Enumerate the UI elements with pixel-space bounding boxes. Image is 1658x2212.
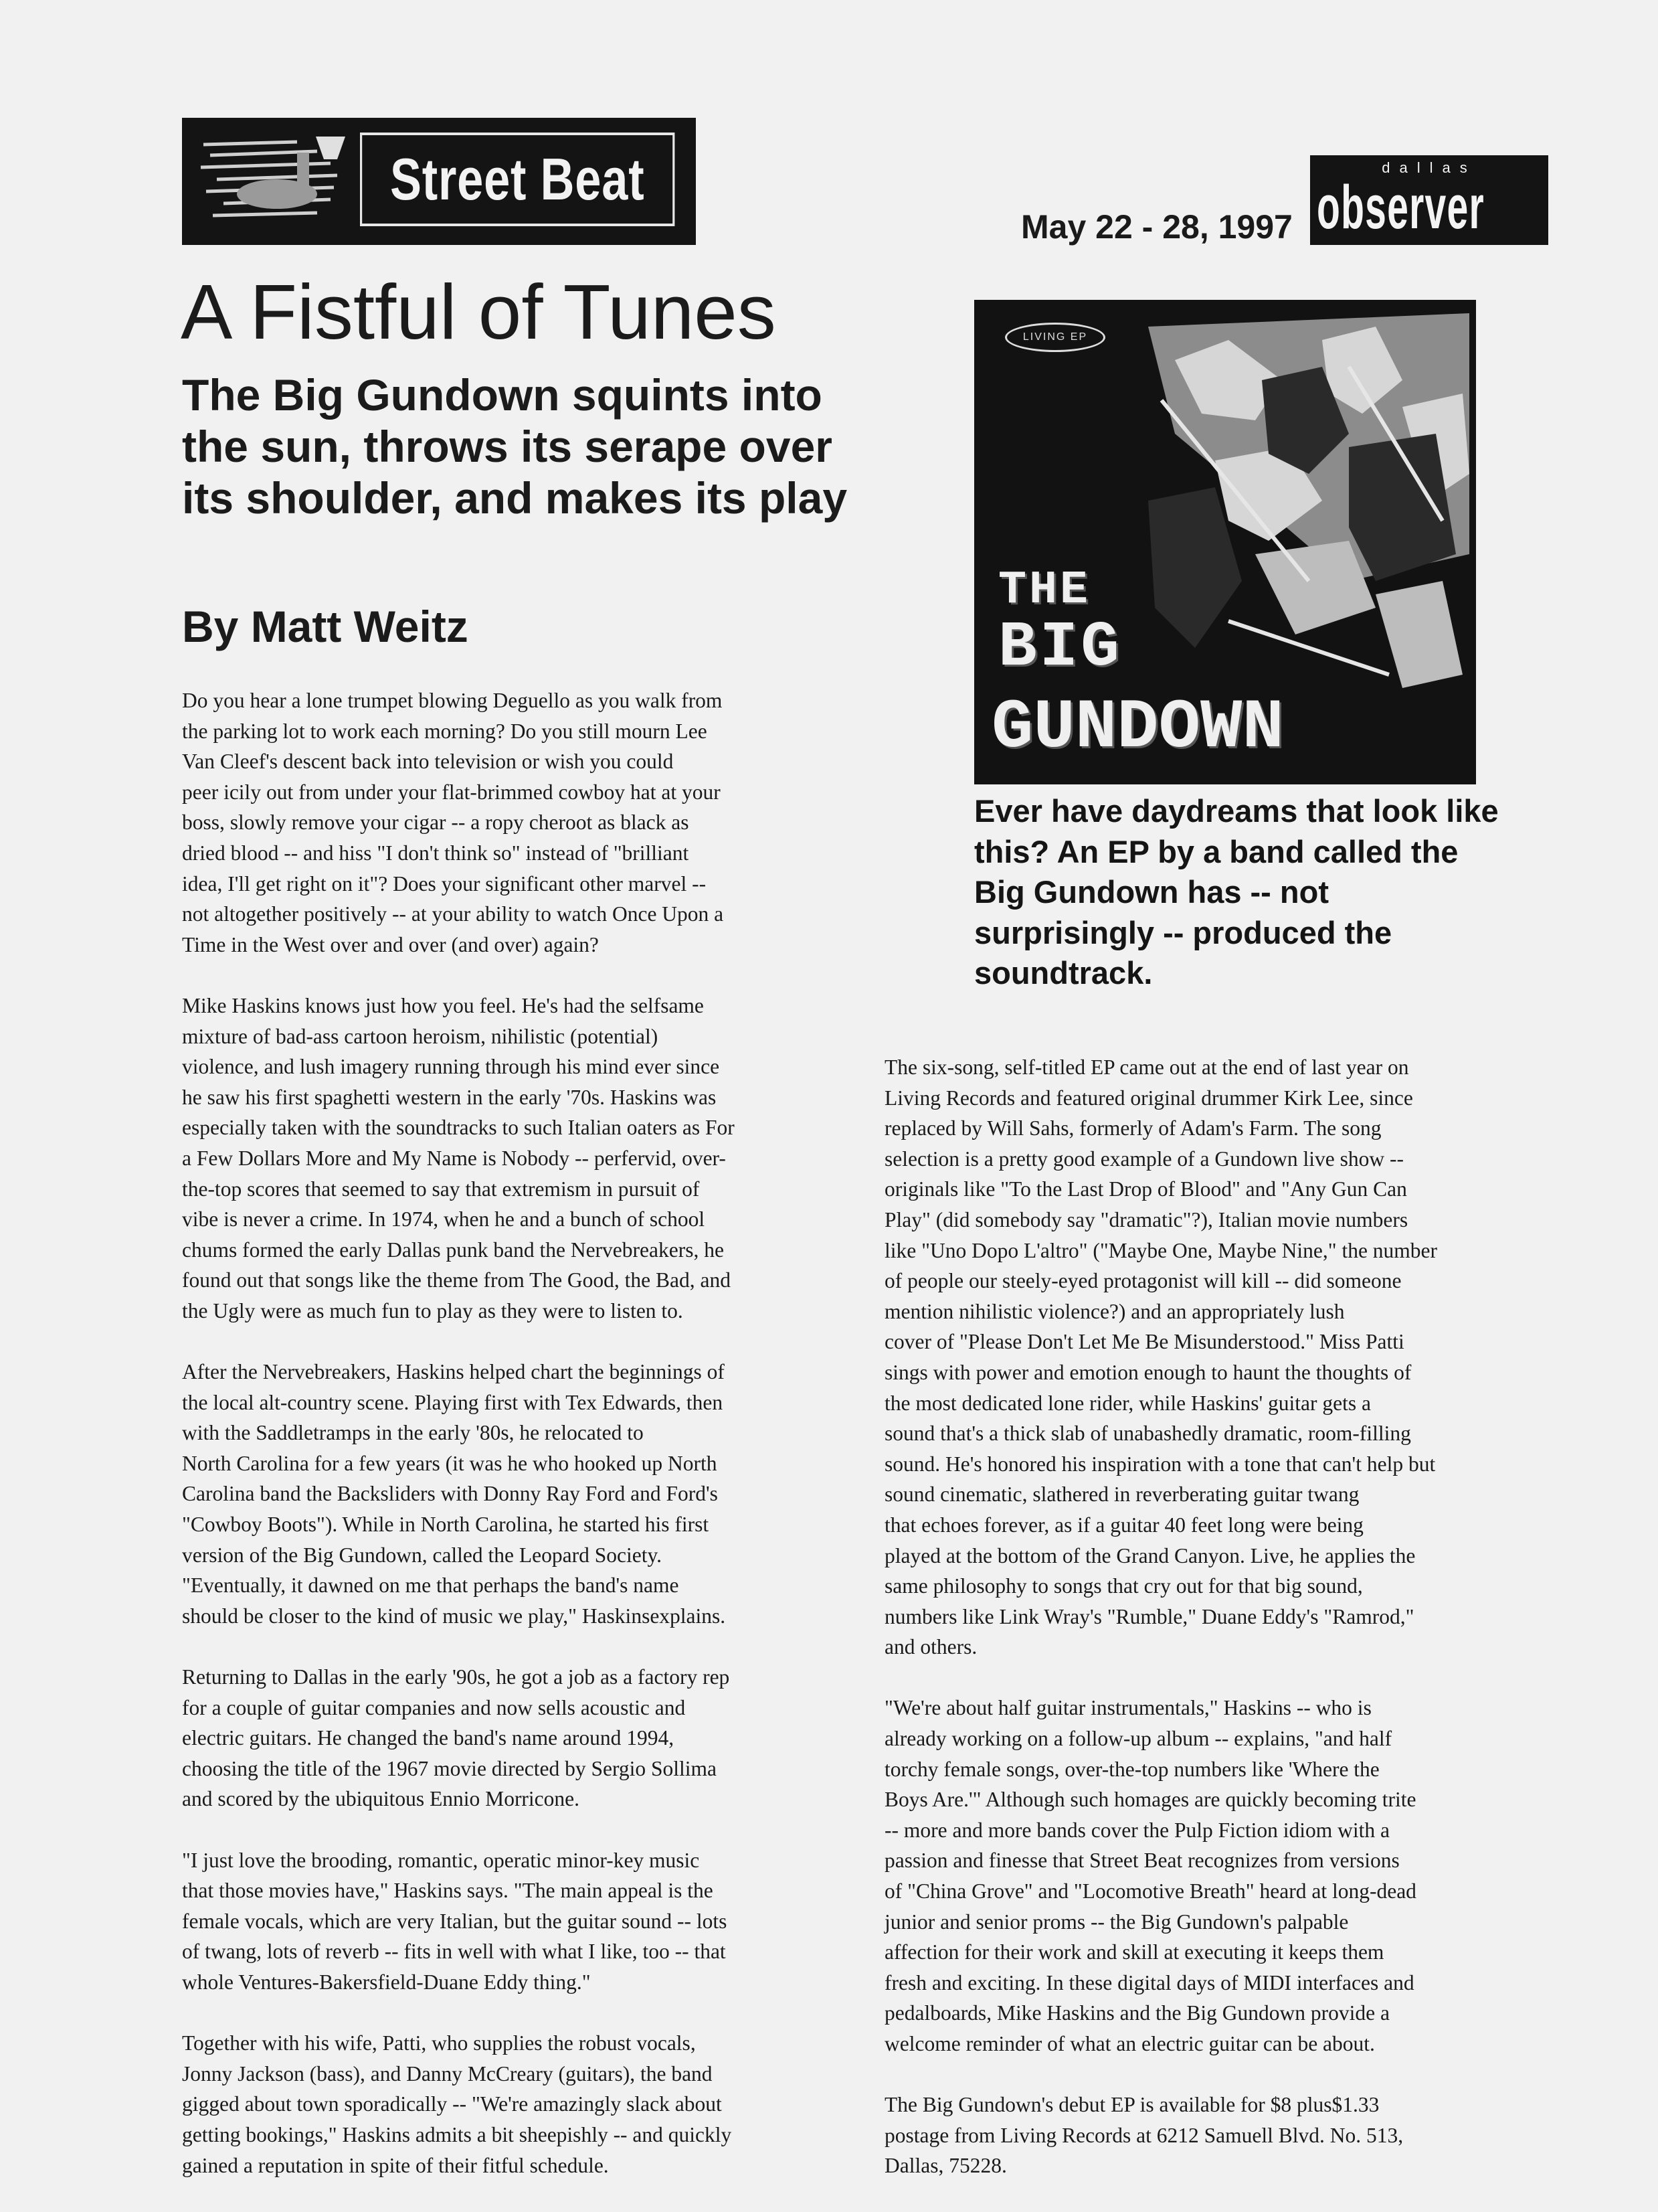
byline: By Matt Weitz (182, 602, 468, 651)
logo-city: dallas (1382, 159, 1477, 176)
body-column-left (182, 685, 851, 2211)
body-paragraph: Do you hear a lone trumpet blowing Deguello as you walk from the parking lot to work each morning? Do you still mourn Lee Van Cleef's descent back into television or wish you could peer icily out from under your flat-brimmed cowboy hat at your boss, slowly remove your cigar -- a ropy cheroot as black as dried blood -- and hiss "I don't think so" instead of "brilliant idea, I'll get right on it"? Does your significant other marvel -- not altogether positively -- at your ability to watch Once Upon a Time in the West over and over (and over) again? (182, 689, 724, 956)
body-paragraph: Mike Haskins knows just how you feel. He's had the selfsame mixture of bad-ass cartoon heroism, nihilistic (potential) violence, and lush imagery running through his mind ever since he saw his first spaghetti western in the early '70s. Haskins was especially taken with the soundtracks to such Italian oaters as For a Few Dollars More and My Name is Nobody -- perfervid, over- the-top scores that seemed to say that extremism in pursuit of vibe is never a crime. In 1974, when he and a bunch of school chums formed the early Dallas punk band the Nervebreakers, he found out that songs like the theme from The Good, the Bad, and the Ugly were as much fun to play as they were to listen to. (182, 993, 735, 1323)
body-paragraph: "We're about half guitar instrumentals," Haskins -- who is already working on a follow-up album -- explains, "and half torchy female songs, over-the-top numbers like 'Where the Boys Are.'" Although such homages are quickly becoming trite -- more and more bands cover the Pulp Fiction idiom with a passion and finesse that Street Beat recognizes from versions of "China Grove" and "Locomotive Breath" heard at long-dead junior and senior proms -- the Big Gundown's palpable affection for their work and skill at executing it keeps them fresh and exciting. In these digital days of MIDI interfaces and pedalboards, Mike Haskins and the Big Gundown provide a welcome reminder of what an electric guitar can be about. (885, 1696, 1416, 2055)
album-label-badge: LIVING EP (1005, 323, 1105, 352)
section-title: Street Beat (360, 133, 674, 226)
album-title-line1: THE (998, 564, 1091, 617)
body-paragraph: After the Nervebreakers, Haskins helped chart the beginnings of the local alt-country scene. Playing first with Tex Edwards, then with the Saddletramps in the early '80s, he relocated to North Carolina for a few years (it was he who hooked up North Carolina band the Backsliders with Donny Ray Ford and Ford's "Cowboy Boots"). While in North Carolina, he started his first version of the Big Gundown, called the Leopard Society. "Eventually, it dawned on me that perhaps the band's name should be closer to the kind of music we play," Haskinsexplains. (182, 1360, 726, 1628)
subheadline: The Big Gundown squints into the sun, throws its serape over its shoulder, and makes its play (182, 370, 848, 523)
headline: A Fistful of Tunes (181, 268, 776, 355)
observer-logo (1310, 155, 1548, 245)
body-paragraph: The Big Gundown's debut EP is available for $8 plus$1.33 postage from Living Records at 6212 Samuell Blvd. No. 513, Dallas, 75228. (885, 2093, 1404, 2178)
body-paragraph: The six-song, self-titled EP came out at the end of last year on Living Records and featured original drummer Kirk Lee, since replaced by Will Sahs, formerly of Adam's Farm. The song selection is a pretty good example of a Gundown live show -- originals like "To the Last Drop of Blood" and "Any Gun Can Play" (did somebody say "dramatic"?), Italian movie numbers like "Uno Dopo L'altro" ("Maybe One, Maybe Nine," the number of people our steely-eyed protagonist will kill -- did someone mention nihilistic violence?) and an appropriately lush cover of "Please Don't Let Me Be Misunderstood." Miss Patti sings with power and emotion enough to haunt the thoughts of the most dedicated lone rider, while Haskins' guitar gets a sound that's a thick slab of unabashedly dramatic, room-filling sound. He's honored his inspiration with a tone that can't help but sound cinematic, slathered in reverberating guitar twang that echoes forever, as if a guitar 40 feet long were being played at the bottom of the Grand Canyon. Live, he applies the same philosophy to songs that cry out for that big sound, numbers like Link Wray's "Rumble," Duane Eddy's "Ramrod," and others. (885, 1055, 1438, 1659)
album-cover-image (974, 300, 1476, 784)
album-title-line3: GUNDOWN (992, 689, 1284, 768)
body-paragraph: "I just love the brooding, romantic, operatic minor-key music that those movies have," Haskins says. "The main appeal is the female vocals, which are very Italian, but the guitar sound -- lots of twang, lots of reverb -- fits in well with what I like, too -- that whole Ventures-Bakersfield-Duane Eddy thing." (182, 1848, 727, 1994)
body-paragraph: Together with his wife, Patti, who supplies the robust vocals, Jonny Jackson (bass), and Danny McCreary (guitars), the band gigged about town sporadically -- "We're amazingly slack about getting bookings," Haskins admits a bit sheepishly -- and quickly gained a reputation in spite of their fitful schedule. (182, 2031, 732, 2177)
logo-wordmark: observer (1317, 173, 1485, 242)
body-column-right (885, 1052, 1554, 2212)
issue-date: May 22 - 28, 1997 (1021, 208, 1293, 246)
album-title-line2: BIG (998, 611, 1122, 684)
photo-caption: Ever have daydreams that look like this? An EP by a band called the Big Gundown has -- not surprisingly -- produced the soundtrack. (974, 793, 1499, 991)
street-beat-banner (182, 118, 696, 245)
banner-speed-lines-graphic (197, 133, 351, 230)
body-paragraph: Returning to Dallas in the early '90s, he got a job as a factory rep for a couple of guitar companies and now sells acoustic and electric guitars. He changed the band's name around 1994, choosing the title of the 1967 movie directed by Sergio Sollima and scored by the ubiquitous Ennio Morricone. (182, 1665, 730, 1811)
